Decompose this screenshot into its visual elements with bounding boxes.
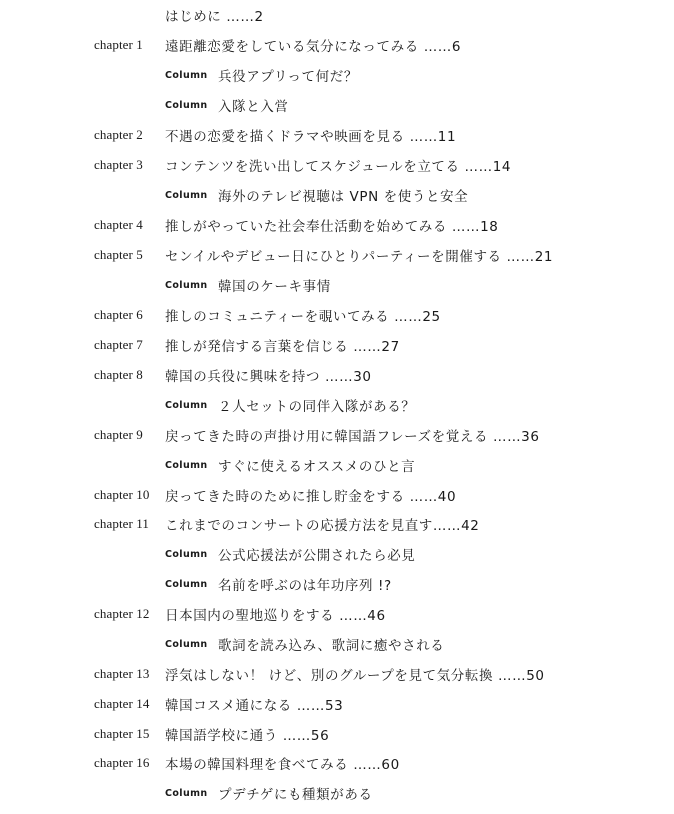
toc-chapter-row — [0, 480, 674, 510]
toc-entry-title: 推しのコミュニティーを覗いてみる ……25 — [165, 309, 441, 325]
column-title: 入隊と入営 — [218, 99, 289, 115]
toc-chapter-row — [0, 599, 674, 629]
column-tag: Column — [165, 578, 208, 590]
chapter-label: chapter 3 — [94, 157, 143, 172]
column-tag: Column — [165, 69, 208, 81]
toc-entry-title: 不遇の恋愛を描くドラマや映画を見る ……11 — [165, 129, 457, 145]
chapter-label: chapter 4 — [94, 217, 143, 232]
toc-chapter-row — [0, 689, 674, 719]
toc-chapter-row — [0, 509, 674, 539]
chapter-label: chapter 2 — [94, 127, 143, 142]
toc-column-row — [0, 60, 674, 90]
toc-column-row — [0, 180, 674, 210]
column-title: 兵役アプリって何だ？ — [218, 69, 358, 85]
column-title: ２人セットの同伴入隊がある？ — [218, 399, 416, 415]
column-tag: Column — [165, 399, 208, 411]
chapter-label: chapter 11 — [94, 516, 150, 531]
toc-column-row — [0, 539, 674, 569]
toc-entry-title: 韓国の兵役に興味を持つ ……30 — [165, 369, 372, 385]
toc-entry-title: これまでのコンサートの応援方法を見直す……42 — [165, 518, 480, 534]
column-tag: Column — [165, 787, 208, 799]
toc-chapter-row — [0, 748, 674, 778]
toc-entry-title: 韓国コスメ通になる ……53 — [165, 698, 344, 714]
chapter-label: chapter 10 — [94, 487, 150, 502]
toc-chapter-row — [0, 330, 674, 360]
column-tag: Column — [165, 638, 208, 650]
column-title: 韓国のケーキ事情 — [218, 279, 331, 295]
toc-entry-title: コンテンツを洗い出してスケジュールを立てる ……14 — [165, 159, 512, 175]
toc-chapter-row — [0, 300, 674, 330]
toc-entry-title: 推しが発信する言葉を信じる ……27 — [165, 339, 400, 355]
toc-chapter-row — [0, 240, 674, 270]
toc-entry-title: 浮気はしない！ けど、別のグループを見て気分転換 ……50 — [165, 668, 545, 684]
toc-column-row — [0, 270, 674, 300]
chapter-label: chapter 1 — [94, 37, 143, 52]
toc-entry-title: センイルやデビュー日にひとりパーティーを開催する ……21 — [165, 249, 554, 265]
toc-chapter-row — [0, 210, 674, 240]
toc-chapter-row — [0, 150, 674, 180]
toc-entry-title: 戻ってきた時のために推し貯金をする ……40 — [165, 489, 457, 505]
chapter-label: chapter 5 — [94, 247, 143, 262]
toc-entry-title: 遠距離恋愛をしている気分になってみる ……6 — [165, 39, 462, 55]
toc-intro-row — [0, 0, 674, 30]
toc-chapter-row — [0, 120, 674, 150]
column-title: すぐに使えるオススメのひと言 — [218, 459, 416, 475]
column-tag: Column — [165, 279, 208, 291]
column-title: 海外のテレビ視聴は VPN を使うと安全 — [218, 189, 469, 205]
toc-entry-title: 本場の韓国料理を食べてみる ……60 — [165, 757, 400, 773]
toc-entry-title: 戻ってきた時の声掛け用に韓国語フレーズを覚える ……36 — [165, 429, 540, 445]
chapter-label: chapter 13 — [94, 666, 150, 681]
toc-entry-title: はじめに ……2 — [165, 9, 264, 25]
chapter-label: chapter 9 — [94, 427, 143, 442]
toc-entry-title: 韓国語学校に通う ……56 — [165, 728, 330, 744]
toc-column-row — [0, 778, 674, 808]
toc-entry-title: 日本国内の聖地巡りをする ……46 — [165, 608, 386, 624]
toc-chapter-row — [0, 719, 674, 749]
toc-column-row — [0, 569, 674, 599]
chapter-label: chapter 16 — [94, 755, 150, 770]
toc-column-row — [0, 90, 674, 120]
column-title: プデチゲにも種類がある — [218, 787, 373, 803]
chapter-label: chapter 14 — [94, 696, 150, 711]
column-tag: Column — [165, 99, 208, 111]
column-title: 歌詞を読み込み、歌詞に癒やされる — [218, 638, 445, 654]
chapter-label: chapter 8 — [94, 367, 143, 382]
toc-entry-title: 推しがやっていた社会奉仕活動を始めてみる ……18 — [165, 219, 499, 235]
chapter-label: chapter 12 — [94, 606, 150, 621]
column-tag: Column — [165, 548, 208, 560]
toc-column-row — [0, 450, 674, 480]
column-title: 公式応援法が公開されたら必見 — [218, 548, 416, 564]
column-tag: Column — [165, 459, 208, 471]
column-tag: Column — [165, 189, 208, 201]
toc-column-row — [0, 629, 674, 659]
chapter-label: chapter 15 — [94, 726, 150, 741]
chapter-label: chapter 6 — [94, 307, 143, 322]
toc-chapter-row — [0, 420, 674, 450]
toc-chapter-row — [0, 659, 674, 689]
toc-chapter-row — [0, 360, 674, 390]
column-title: 名前を呼ぶのは年功序列 !? — [218, 578, 392, 594]
toc-chapter-row — [0, 30, 674, 60]
toc-column-row — [0, 390, 674, 420]
chapter-label: chapter 7 — [94, 337, 143, 352]
